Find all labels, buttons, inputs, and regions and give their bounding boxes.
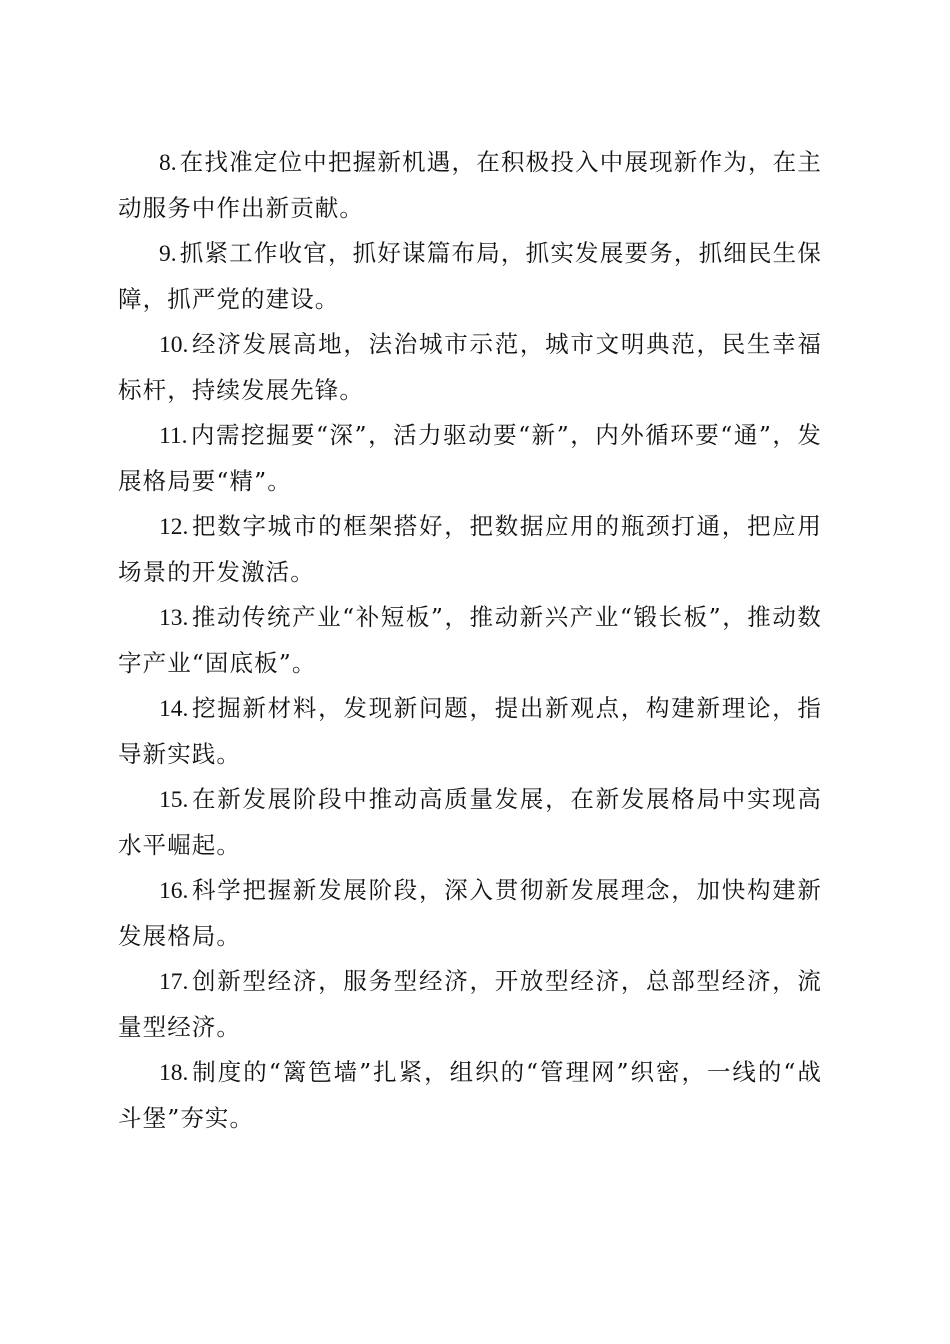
paragraph-number: 18. <box>159 1060 189 1086</box>
paragraph-13 <box>118 595 822 686</box>
paragraph-8 <box>118 140 822 231</box>
paragraph-9 <box>118 231 822 322</box>
paragraph-15 <box>118 777 822 868</box>
paragraph-number: 17. <box>159 969 189 995</box>
paragraph-17 <box>118 959 822 1050</box>
paragraph-text: 挖掘新材料，发现新问题，提出新观点，构建新理论，指导新实践。 <box>118 694 822 768</box>
paragraph-text: 创新型经济，服务型经济，开放型经济，总部型经济，流量型经济。 <box>118 967 822 1041</box>
paragraph-text: 推动传统产业“补短板”，推动新兴产业“锻长板”，推动数字产业“固底板”。 <box>118 603 822 677</box>
paragraph-18 <box>118 1050 822 1141</box>
paragraph-12 <box>118 504 822 595</box>
paragraph-number: 13. <box>159 605 189 631</box>
paragraph-number: 15. <box>159 787 189 813</box>
paragraph-text: 在新发展阶段中推动高质量发展，在新发展格局中实现高水平崛起。 <box>118 785 822 859</box>
paragraph-text: 在找准定位中把握新机遇，在积极投入中展现新作为，在主动服务中作出新贡献。 <box>118 148 822 222</box>
paragraph-number: 11. <box>159 423 188 449</box>
paragraph-number: 8. <box>159 150 177 176</box>
paragraph-10 <box>118 322 822 413</box>
paragraph-number: 12. <box>159 514 189 540</box>
paragraph-text: 科学把握新发展阶段，深入贯彻新发展理念，加快构建新发展格局。 <box>118 876 822 950</box>
paragraph-text: 制度的“篱笆墙”扎紧，组织的“管理网”织密，一线的“战斗堡”夯实。 <box>118 1058 822 1132</box>
paragraph-text: 经济发展高地，法治城市示范，城市文明典范，民生幸福标杆，持续发展先锋。 <box>118 330 822 404</box>
paragraph-14 <box>118 686 822 777</box>
document-body <box>118 140 822 1141</box>
paragraph-number: 9. <box>159 241 177 267</box>
paragraph-text: 内需挖掘要“深”，活力驱动要“新”，内外循环要“通”，发展格局要“精”。 <box>118 421 822 495</box>
paragraph-text: 把数字城市的框架搭好，把数据应用的瓶颈打通，把应用场景的开发激活。 <box>118 512 822 586</box>
paragraph-text: 抓紧工作收官，抓好谋篇布局，抓实发展要务，抓细民生保障，抓严党的建设。 <box>118 239 822 313</box>
paragraph-number: 16. <box>159 878 189 904</box>
paragraph-number: 14. <box>159 696 189 722</box>
paragraph-11 <box>118 413 822 504</box>
paragraph-16 <box>118 868 822 959</box>
paragraph-number: 10. <box>159 332 189 358</box>
